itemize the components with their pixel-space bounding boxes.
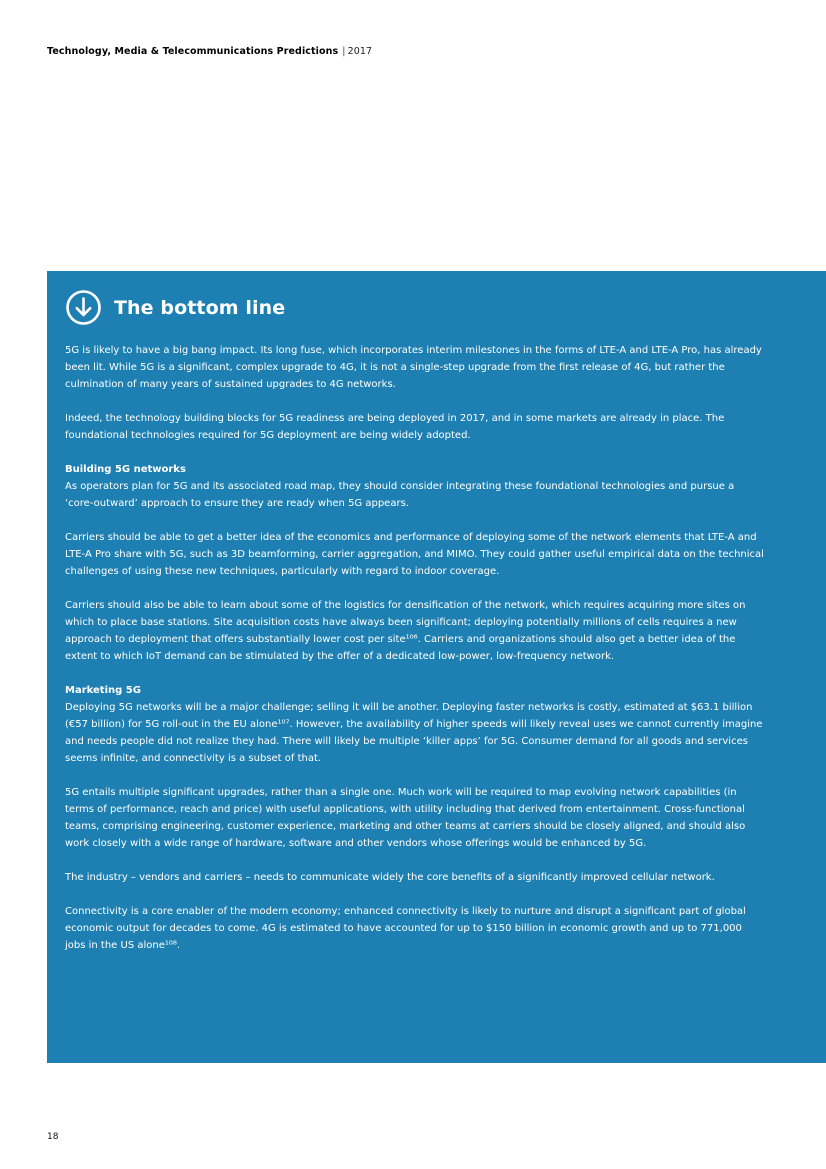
paragraph-industry-communicate: The industry – vendors and carriers – needs to communicate widely the core benefits of a significantly improved cellular network.: [65, 872, 715, 883]
document-header-year: 2017: [347, 46, 373, 57]
callout-title: The bottom line: [114, 296, 286, 319]
callout-header: [65, 289, 764, 326]
paragraph-multiple-upgrades: 5G entails multiple significant upgrades, rather than a single one. Much work will be required to map evolving network capabilities (in terms of performance, reach and price) with useful applications, with utility including that derived from entertainment. Cross-functional teams, comprising engineering, customer experience, marketing and other teams at carriers should be closely aligned, and should also work closely with a wide range of hardware, software and other vendors whose offerings would be enhanced by 5G.: [65, 787, 746, 849]
paragraph-intro: 5G is likely to have a big bang impact. Its long fuse, which incorporates interim milestones in the forms of LTE-A and LTE-A Pro, has already been lit. While 5G is a significant, complex upgrade to 4G, it is not a single-step upgrade from the first release of 4G, but rather the culmination of many years of sustained upgrades to 4G networks.: [65, 345, 762, 390]
page-number: 18: [47, 1132, 59, 1142]
paragraph-operators-plan: As operators plan for 5G and its associated road map, they should consider integrating these foundational technologies and pursue a ‘core-outward’ approach to ensure they are ready when 5G appears.: [65, 481, 735, 509]
section-heading-building-5g-networks: Building 5G networks: [65, 464, 186, 475]
paragraph-carriers-logistics: Carriers should also be able to learn about some of the logistics for densification of the network, which requires acquiring more sites on which to place base stations. Site acquisition costs have always been significant; deploying potentially millions of cells requires a new approach to deployment that offers substantially lower cost per site¹⁰⁶. Carriers and organizations should also get a better idea of the extent to which IoT demand can be stimulated by the offer of a dedicated low-power, low-frequency network.: [65, 600, 746, 662]
paragraph-building-blocks: Indeed, the technology building blocks for 5G readiness are being deployed in 2017, and in some markets are already in place. The foundational technologies required for 5G deployment are being widely adopted.: [65, 413, 725, 441]
document-footer: [47, 1132, 58, 1142]
section-heading-marketing-5g: Marketing 5G: [65, 685, 141, 696]
document-header-title: Technology, Media & Telecommunications Predictions: [47, 46, 339, 57]
paragraph-connectivity-enabler: Connectivity is a core enabler of the modern economy; enhanced connectivity is likely to nurture and disrupt a significant part of global economic output for decades to come. 4G is estimated to have accounted for up to $150 billion in economic growth and up to 771,000 jobs in the US alone¹⁰⁸.: [65, 906, 746, 951]
paragraph-carriers-economics: Carriers should be able to get a better idea of the economics and performance of deploying some of the network elements that LTE-A and LTE-A Pro share with 5G, such as 3D beamforming, carrier aggregation, and MIMO. They could gather useful empirical data on the technical challenges of using these new techniques, particularly with regard to indoor coverage.: [65, 532, 764, 577]
down-arrow-circle-icon: [65, 289, 102, 326]
callout-body: [65, 342, 764, 954]
bottom-line-callout: [47, 271, 826, 1063]
document-header: [47, 46, 372, 57]
paragraph-deploying-networks: Deploying 5G networks will be a major challenge; selling it will be another. Deploying faster networks is costly, estimated at $63.1 billion (€57 billion) for 5G roll-out in the EU alone¹⁰⁷. However, the availability of higher speeds will likely reveal uses we cannot currently imagine and needs people did not realize they had. There will likely be multiple ‘killer apps’ for 5G. Consumer demand for all goods and services seems infinite, and connectivity is a subset of that.: [65, 702, 763, 764]
header-separator: |: [342, 46, 346, 57]
